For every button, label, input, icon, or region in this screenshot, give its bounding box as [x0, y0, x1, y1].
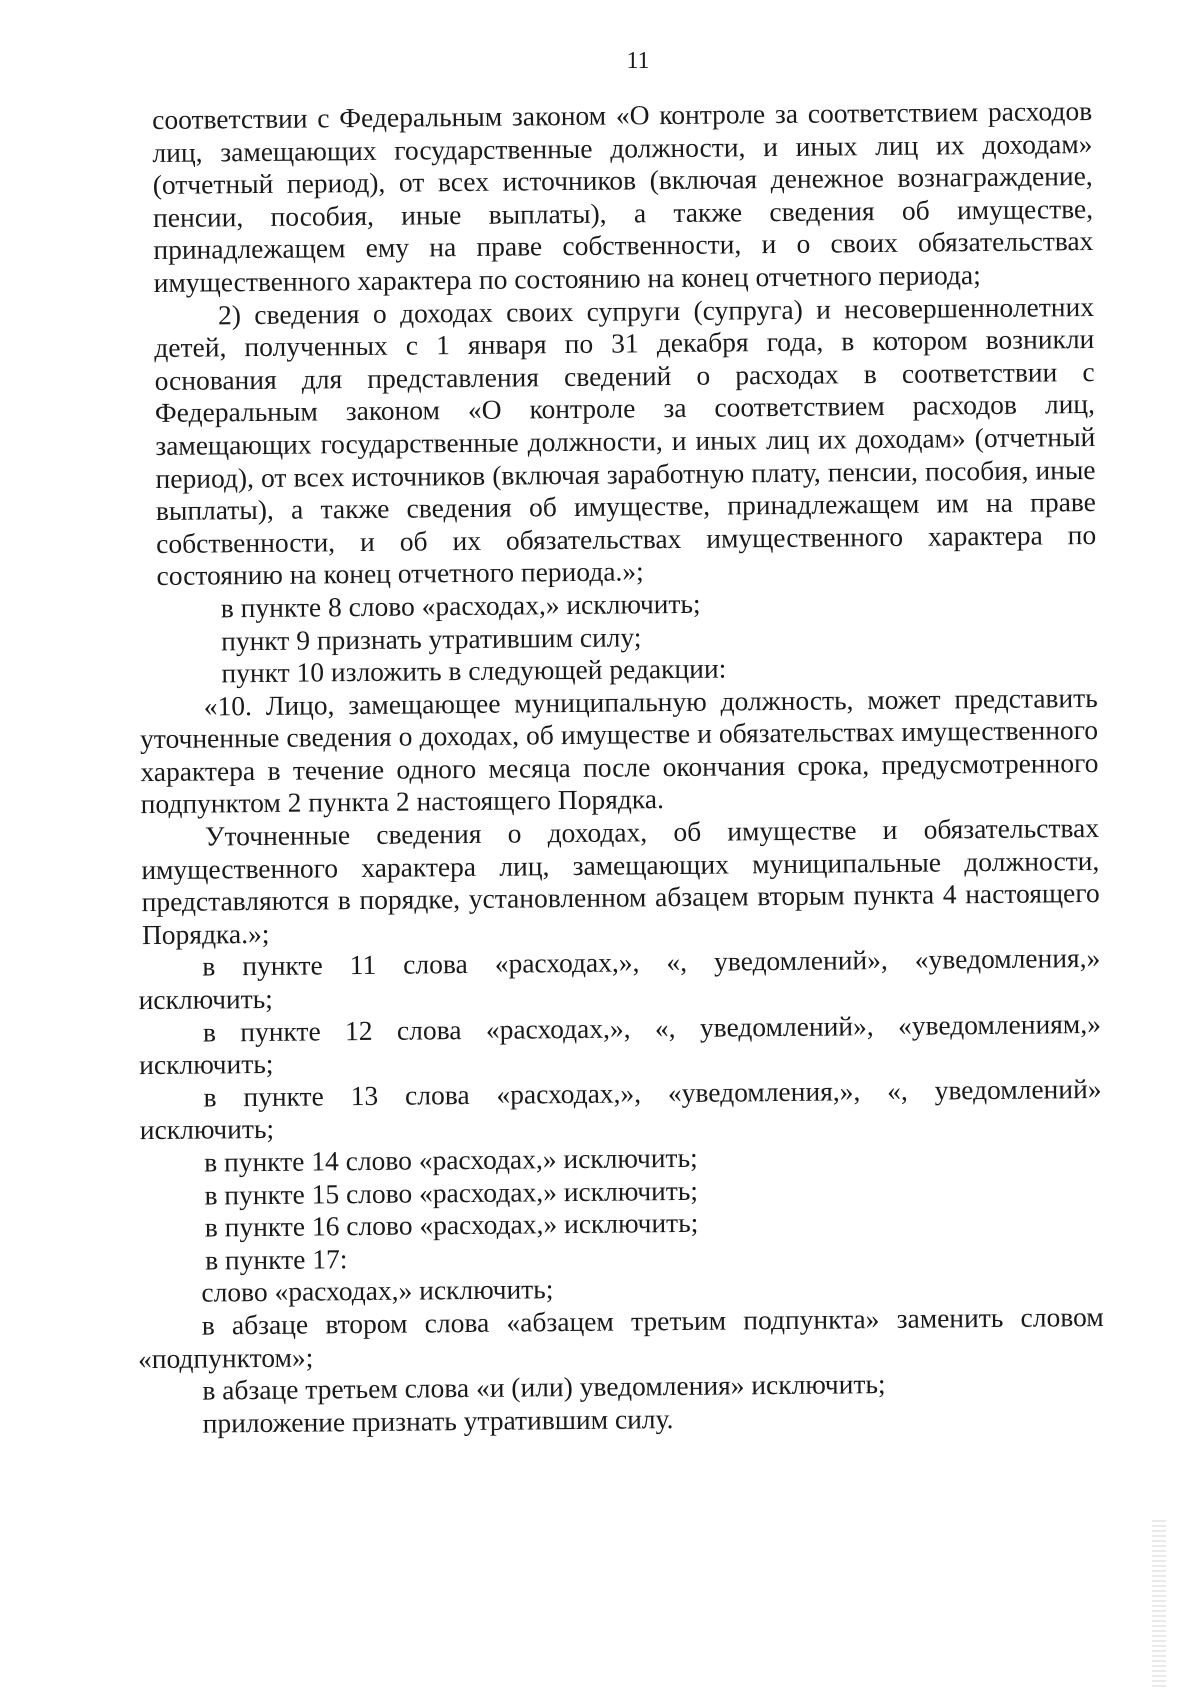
- paragraph-amend-13: в пункте 13 слова «расходах,», «уведомления,», «, уведомлений» исключить;: [139, 1072, 1102, 1146]
- paragraph-amend-17-third: в абзаце третьем слова «и (или) уведомления» исключить;: [202, 1368, 886, 1406]
- paragraph-continuation: соответствии с Федеральным законом «О контроле за соответствием расходов лиц, замещающих государственные должности, и иных лиц их доходам» (отчетный период), от всех источников (включая денежное вознаграждение, пенсии, пособия, иные выплаты), а также сведения об имуществе, принадлежащем ему на праве собственности, и о своих обязательствах имущественного характера по состоянию на конец отчетного периода;: [152, 94, 1094, 298]
- paragraph-item-2: 2) сведения о доходах своих супруги (супруга) и несовершеннолетних детей, полученных с 1 января по 31 декабря года, в котором возникли основания для представления сведений о расходах в соответствии с Федеральным законом «О контроле за соответствием расходов лиц, замещающих государственные должности, и иных лиц их доходам» (отчетный период), от всех источников (включая заработную плату, пенсии, пособия, иные выплаты), а также сведения об имуществе, принадлежащем им на праве собственности, и об их обязательствах имущественного характера по состоянию на конец отчетного периода.»;: [154, 290, 1097, 592]
- page-number: 11: [626, 48, 650, 74]
- paragraph-amend-11: в пункте 11 слова «расходах,», «, уведомлений», «уведомления,» исключить;: [138, 942, 1101, 1016]
- document-body: [137, 94, 1105, 1440]
- paragraph-amend-16: в пункте 16 слово «расходах,» исключить;: [204, 1206, 699, 1243]
- paragraph-amend-12: в пункте 12 слова «расходах,», «, уведомлений», «уведомлениям,» исключить;: [139, 1007, 1102, 1081]
- paragraph-new-10-second: Уточненные сведения о доходах, об имуществе и обязательствах имущественного характера лиц, замещающих муниципальные должности, представляются в порядке, установленном абзацем вторым пункта 4 настоящего Порядка.»;: [141, 812, 1100, 950]
- paragraph-amend-17-second: в абзаце втором слова «абзацем третьим подпункта» заменить словом «подпунктом»;: [137, 1300, 1104, 1374]
- paragraph-amend-10: пункт 10 изложить в следующей редакции:: [221, 652, 727, 689]
- paragraph-new-10: «10. Лицо, замещающее муниципальную должность, может представить уточненные сведения о доходах, об имуществе и обязательствах имущественного характера в течение одного месяца после окончания срока, предусмотренного подпунктом 2 пункта 2 настоящего Порядка.: [139, 681, 1099, 820]
- paragraph-amend-8: в пункте 8 слово «расходах,» исключить;: [220, 587, 701, 624]
- paragraph-amend-14: в пункте 14 слово «расходах,» исключить;: [204, 1141, 698, 1178]
- scan-edge-mark: [1152, 1520, 1166, 1690]
- paragraph-amend-17: в пункте 17:: [204, 1242, 348, 1276]
- paragraph-amend-17-word: слово «расходах,» исключить;: [201, 1273, 554, 1308]
- paragraph-amend-9: пункт 9 признать утратившим силу;: [221, 620, 642, 656]
- paragraph-amend-15: в пункте 15 слово «расходах,» исключить;: [204, 1174, 699, 1211]
- paragraph-appendix: приложение признать утратившим силу.: [202, 1402, 674, 1439]
